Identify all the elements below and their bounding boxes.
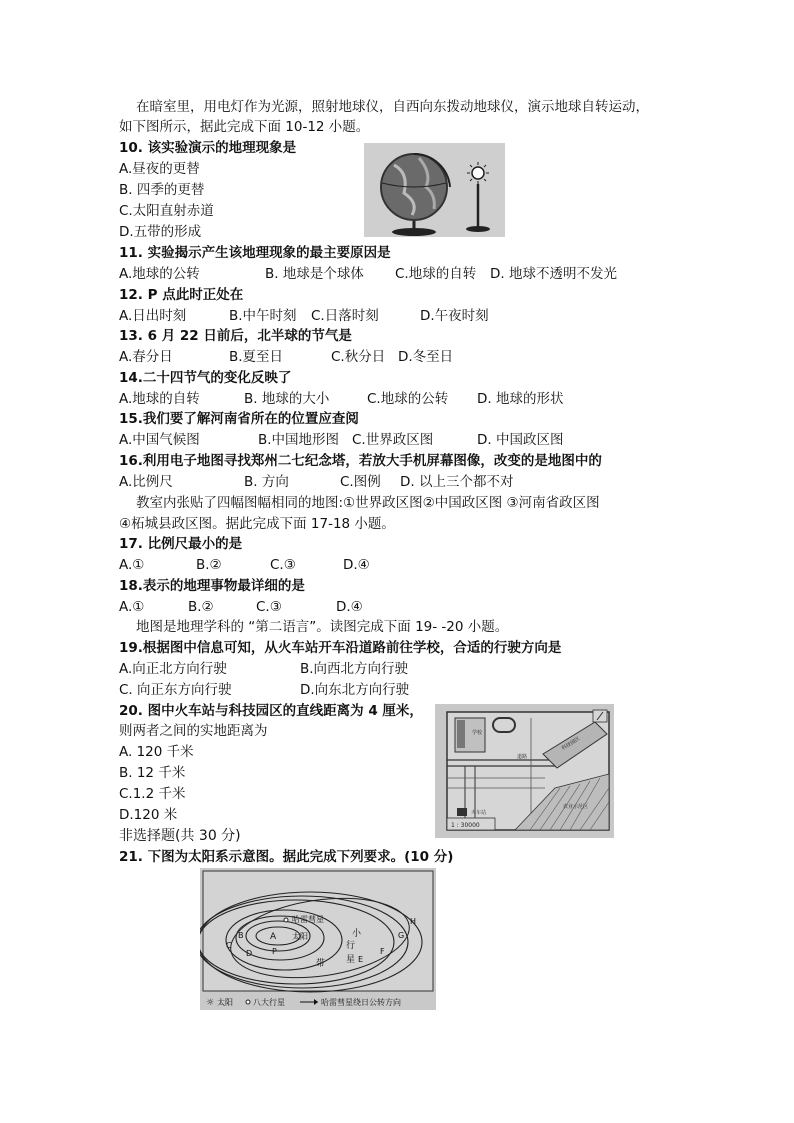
question-21: 21. 下图为太阳系示意图。据此完成下列要求。(10 分): [119, 849, 454, 865]
q20-option-a: A. 120 千米: [119, 744, 194, 760]
q15-option-a: A.中国气候图: [119, 432, 200, 448]
solar-legend-sun: 太阳: [217, 998, 233, 1007]
solar-belt-char-1: 小: [352, 929, 362, 939]
q10-option-b: B. 四季的更替: [119, 182, 205, 198]
q12-option-a: A.日出时刻: [119, 308, 187, 324]
solar-system-figure: [200, 868, 436, 1010]
q15-option-d: D. 中国政区图: [477, 432, 564, 448]
globe-experiment-figure: [364, 143, 505, 237]
solar-belt-char-2: 行: [346, 941, 356, 951]
q19-option-c: C. 向正东方向行驶: [119, 682, 232, 698]
solar-comet-label: 哈雷彗星: [292, 915, 324, 924]
svg-text:☼: ☼: [206, 998, 215, 1008]
q16-option-d: D. 以上三个都不对: [400, 474, 514, 490]
map-farm-label: 农业示范区: [563, 804, 589, 810]
intro-line-2: 如下图所示，据此完成下面 10-12 小题。: [119, 119, 370, 135]
q15-option-b: B.中国地形图: [258, 432, 340, 448]
q10-option-c: C.太阳直射赤道: [119, 203, 214, 219]
q13-option-b: B.夏至日: [229, 349, 284, 365]
solar-letter-d: D: [246, 949, 253, 958]
intro-17-line-1: 教室内张贴了四幅图幅相同的地图:①世界政区图②中国政区图 ③河南省政区图: [136, 495, 600, 511]
solar-legend-arrow: 哈雷彗星绕日公转方向: [321, 998, 401, 1007]
q11-option-b: B. 地球是个球体: [265, 266, 364, 282]
q14-option-d: D. 地球的形状: [477, 391, 564, 407]
map-park-label: 科技园区: [560, 736, 582, 752]
q11-option-d: D. 地球不透明不发光: [490, 266, 617, 282]
q18-option-b: B.②: [188, 599, 214, 615]
q19-option-d: D.向东北方向行驶: [300, 682, 410, 698]
q10-option-d: D.五带的形成: [119, 224, 202, 240]
q14-option-a: A.地球的自转: [119, 391, 200, 407]
q15-option-c: C.世界政区图: [352, 432, 434, 448]
q12-option-c: C.日落时刻: [311, 308, 379, 324]
section-non-choice-heading: 非选择题(共 30 分): [119, 828, 241, 844]
solar-letter-p: P: [272, 947, 277, 956]
question-12: 12. P 点此时正处在: [119, 287, 244, 303]
q20-option-c: C.1.2 千米: [119, 786, 186, 802]
question-15: 15.我们要了解河南省所在的位置应查阅: [119, 411, 359, 427]
question-10: 10. 该实验演示的地理现象是: [119, 140, 297, 156]
solar-legend-planet: 八大行星: [253, 998, 285, 1007]
solar-letter-e: E: [358, 955, 364, 964]
q12-option-b: B.中午时刻: [229, 308, 297, 324]
q11-option-c: C.地球的自转: [395, 266, 477, 282]
question-19: 19.根据图中信息可知，从火车站开车沿道路前往学校，合适的行驶方向是: [119, 640, 562, 656]
q12-option-d: D.午夜时刻: [420, 308, 489, 324]
q19-option-a: A.向正北方向行驶: [119, 661, 227, 677]
map-station-label: 火车站: [471, 810, 487, 816]
question-17: 17. 比例尺最小的是: [119, 536, 243, 552]
q17-option-a: A.①: [119, 557, 145, 573]
q13-option-a: A.春分日: [119, 349, 173, 365]
q16-option-c: C.图例: [340, 474, 381, 490]
q17-option-b: B.②: [196, 557, 222, 573]
solar-letter-h: H: [410, 917, 417, 926]
intro-line-1: 在暗室里，用电灯作为光源，照射地球仪，自西向东拨动地球仪，演示地球自转运动，: [136, 99, 649, 115]
q18-option-c: C.③: [256, 599, 282, 615]
map-school-label: 学校: [472, 730, 483, 736]
q17-option-d: D.④: [343, 557, 370, 573]
q18-option-a: A.①: [119, 599, 145, 615]
intro-17-line-2: ④柘城县政区图。据此完成下面 17-18 小题。: [119, 516, 395, 532]
map-road-label: 道路: [517, 754, 528, 760]
q19-option-b: B.向西北方向行驶: [300, 661, 409, 677]
solar-letter-b: B: [238, 931, 244, 940]
q11-option-a: A.地球的公转: [119, 266, 200, 282]
q20-option-b: B. 12 千米: [119, 765, 186, 781]
intro-19: 地图是地理学科的 “第二语言”。读图完成下面 19- -20 小题。: [136, 619, 509, 635]
q20-option-d: D.120 米: [119, 807, 178, 823]
question-18: 18.表示的地理事物最详细的是: [119, 578, 305, 594]
question-11: 11. 实验揭示产生该地理现象的最主要原因是: [119, 245, 391, 261]
q10-option-a: A.昼夜的更替: [119, 161, 200, 177]
q16-option-a: A.比例尺: [119, 474, 173, 490]
q14-option-b: B. 地球的大小: [244, 391, 330, 407]
town-map-figure: [435, 704, 614, 838]
solar-letter-c: C: [226, 941, 232, 950]
solar-letter-f: F: [380, 947, 385, 956]
q14-option-c: C.地球的公转: [367, 391, 449, 407]
q17-option-c: C.③: [270, 557, 296, 573]
q16-option-b: B. 方向: [244, 474, 289, 490]
solar-letter-g: G: [398, 931, 405, 940]
q13-option-d: D.冬至日: [398, 349, 454, 365]
question-20-line-2: 则两者之间的实地距离为: [119, 723, 268, 739]
solar-belt-char-4: 带: [316, 959, 326, 969]
map-scale-label: 1 : 30000: [451, 822, 480, 829]
question-13: 13. 6 月 22 日前后，北半球的节气是: [119, 328, 352, 344]
q13-option-c: C.秋分日: [331, 349, 386, 365]
question-20: 20. 图中火车站与科技园区的直线距离为 4 厘米，: [119, 703, 423, 719]
question-14: 14.二十四节气的变化反映了: [119, 370, 292, 386]
solar-letter-a: A: [270, 932, 277, 942]
q18-option-d: D.④: [336, 599, 363, 615]
solar-sun-label: 太阳: [292, 932, 308, 941]
question-16: 16.利用电子地图寻找郑州二七纪念塔，若放大手机屏幕图像，改变的是地图中的: [119, 453, 602, 469]
solar-belt-char-3: 星: [346, 955, 356, 965]
